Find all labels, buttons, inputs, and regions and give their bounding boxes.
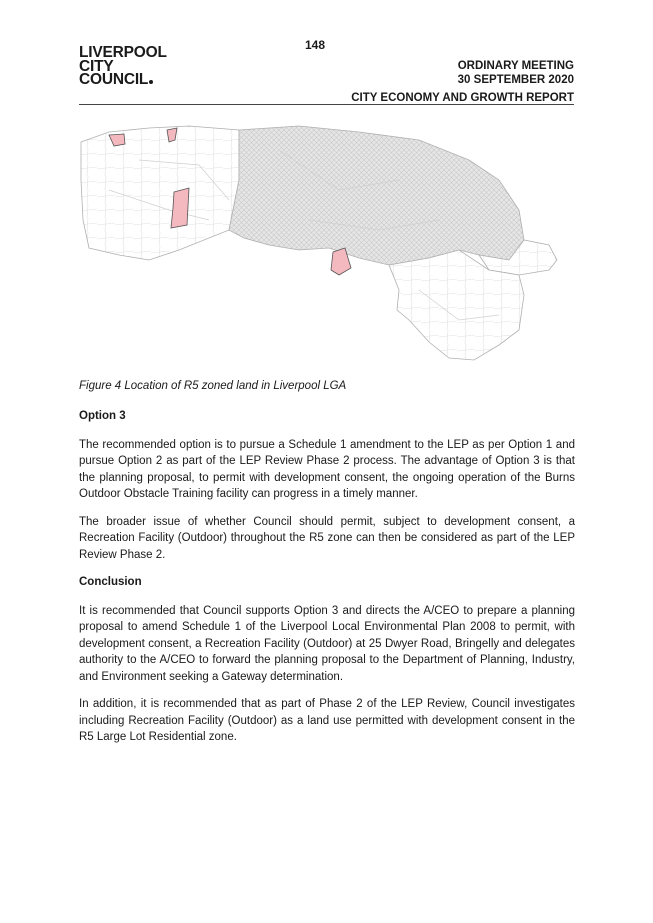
- page-number: 148: [304, 38, 326, 52]
- conclusion-heading: Conclusion: [79, 576, 142, 588]
- logo-dot-icon: [149, 80, 153, 84]
- map-area-west: [81, 126, 239, 260]
- council-logo: [79, 46, 167, 87]
- lga-map: [79, 120, 575, 365]
- document-header: [351, 59, 574, 105]
- logo-line-2: CITY: [79, 57, 114, 75]
- option3-paragraph-2: The broader issue of whether Council should permit, subject to development consent, a Recreation Facility (Outdoor) throughout the R5 zone can then be considered as part of the LEP Review Phase 2.: [79, 515, 575, 561]
- map-area-urban: [229, 126, 524, 265]
- logo-line-3: COUNCIL: [79, 73, 167, 87]
- conclusion-paragraph-2: In addition, it is recommended that as part of Phase 2 of the LEP Review, Council investigates including Recreation Facility (Outdoor) as a land use permitted with development consent in the R5 Large Lot Residential zone.: [79, 698, 575, 743]
- report-body: [79, 408, 575, 757]
- figure-caption: Figure 4 Location of R5 zoned land in Liverpool LGA: [79, 380, 347, 392]
- option3-heading: Option 3: [79, 410, 126, 422]
- header-divider: [79, 104, 574, 105]
- option3-paragraph-1: The recommended option is to pursue a Schedule 1 amendment to the LEP as per Option 1 and pursue Option 2 as part of the LEP Review Phase 2 process. The advantage of Option 3 is that the planning proposal, to permit with development consent, the ongoing operation of the Burns Outdoor Obstacle Training facility can progress in a timely manner.: [79, 438, 575, 500]
- logo-line-1: LIVERPOOL: [79, 44, 167, 61]
- conclusion-paragraph-1: It is recommended that Council supports Option 3 and directs the A/CEO to prepare a planning proposal to amend Schedule 1 of the Liverpool Local Environmental Plan 2008 to permit, with development consent, a Recreation Facility (Outdoor) at 25 Dwyer Road, Bringelly and delegates authority to the A/CEO to forward the planning proposal to the Department of Planning, Industry, and Environment seeking a Gateway determination.: [79, 604, 575, 683]
- meeting-date: 30 SEPTEMBER 2020: [457, 74, 574, 86]
- meeting-title: ORDINARY MEETING: [457, 60, 574, 72]
- r5-parcel-3: [171, 188, 189, 228]
- report-title: CITY ECONOMY AND GROWTH REPORT: [351, 92, 574, 104]
